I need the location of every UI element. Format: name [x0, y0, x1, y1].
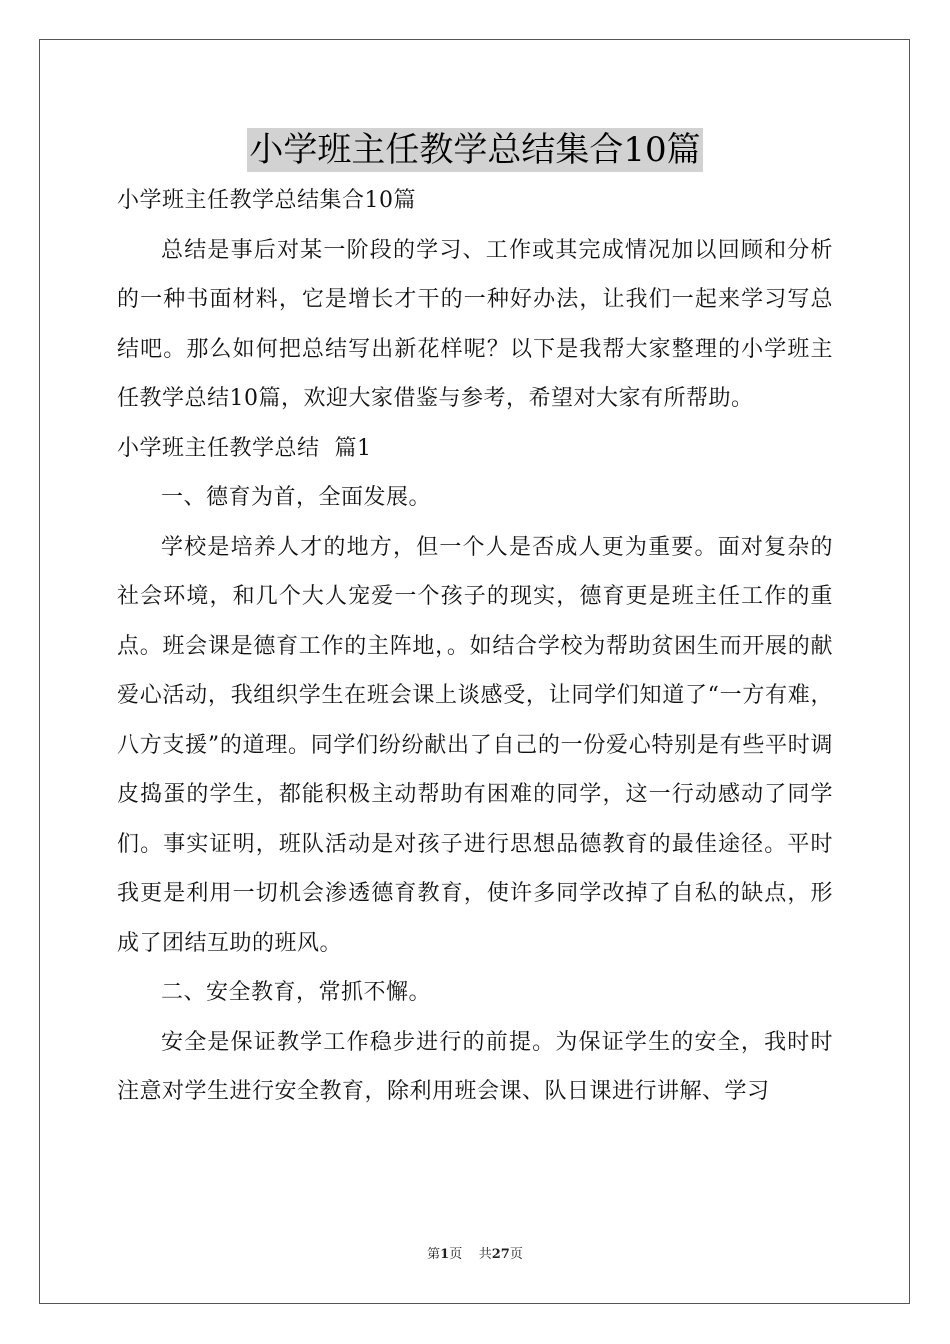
- paragraph: 小学班主任教学总结 篇1: [117, 435, 372, 461]
- paragraph: 学校是培养人才的地方，但一个人是否成人更为重要。面对复杂的社会环境，和几个大人宠爱一个孩子的现实，德育更是班主任工作的重点。班会课是德育工作的主阵地，。如结合学校为帮助贫困生而开展的献爱心活动，我组织学生在班会课上谈感受，让同学们知道了“一方有难，八方支援”的道理。同学们纷纷献出了自己的一份爱心特别是有些平时调皮捣蛋的学生，都能积极主动帮助有困难的同学，这一行动感动了同学们。事实证明，班队活动是对孩子进行思想品德教育的最佳途径。平时我更是利用一切机会渗透德育教育，使许多同学改掉了自私的缺点，形成了团结互助的班风。: [117, 534, 833, 956]
- footer-total-pages: 27: [491, 1247, 510, 1262]
- paragraph: 总结是事后对某一阶段的学习、工作或其完成情况加以回顾和分析的一种书面材料，它是增长才干的一种好办法，让我们一起来学习写总结吧。那么如何把总结写出新花样呢？以下是我帮大家整理的小学班主任教学总结10篇，欢迎大家借鉴与参考，希望对大家有所帮助。: [117, 237, 833, 411]
- footer-suffix: 页: [509, 1247, 523, 1262]
- paragraph: 二、安全教育，常抓不懈。: [161, 980, 432, 1005]
- page-footer: [0, 1246, 950, 1264]
- footer-mid: 页 共: [449, 1247, 492, 1262]
- document-body: [117, 176, 833, 1117]
- paragraph: 小学班主任教学总结集合10篇: [117, 188, 416, 213]
- document-title: 小学班主任教学总结集合10篇: [249, 130, 701, 170]
- title-block: [0, 128, 950, 172]
- paragraph: 一、德育为首，全面发展。: [161, 485, 432, 510]
- paragraph: 安全是保证教学工作稳步进行的前提。为保证学生的安全，我时时注意对学生进行安全教育，除利用班会课、队日课进行讲解、学习: [117, 1029, 833, 1104]
- footer-current-page: 1: [440, 1247, 450, 1262]
- footer-prefix: 第: [427, 1247, 441, 1262]
